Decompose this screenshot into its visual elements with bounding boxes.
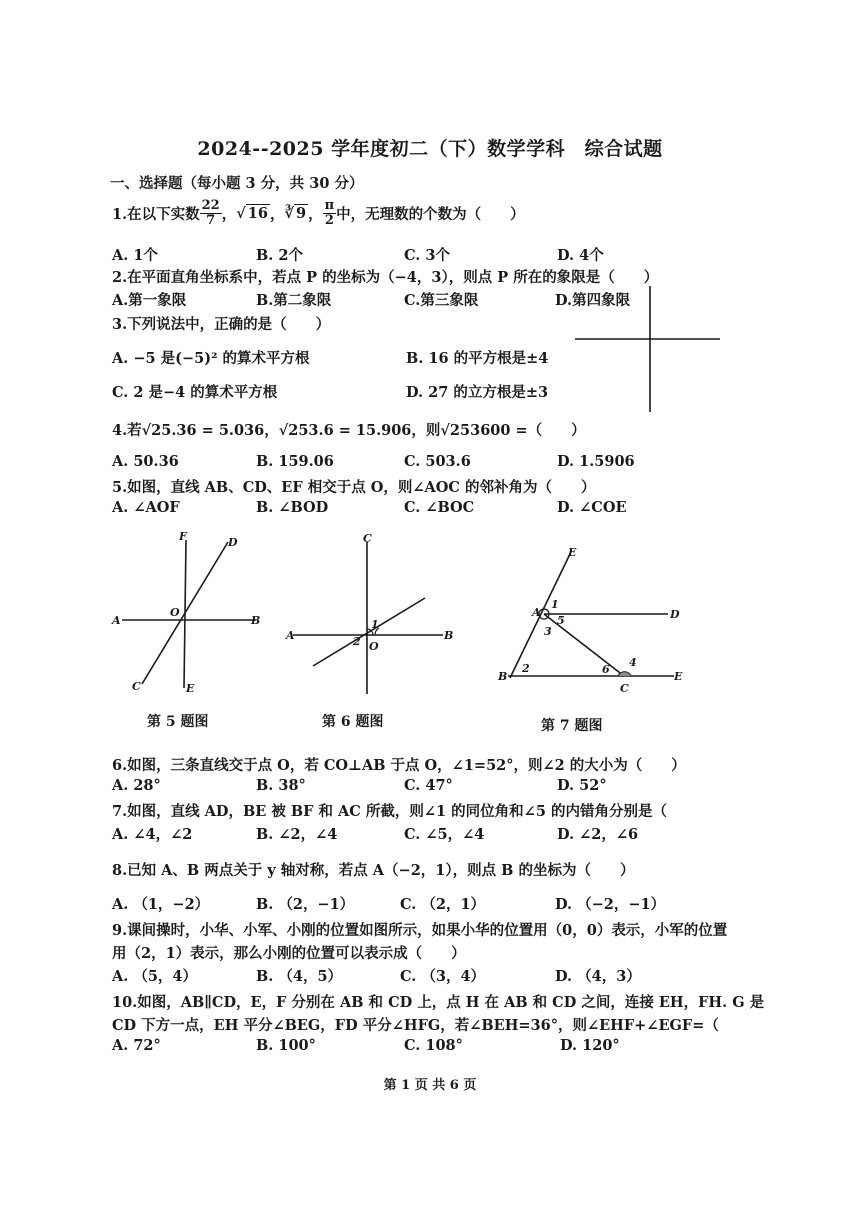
- q3-option-d: D. 27 的立方根是±3: [406, 384, 549, 401]
- cross-mark: [575, 284, 725, 414]
- sqrt-sign: √: [236, 204, 246, 222]
- q4-option-a: A. 50.36: [112, 453, 179, 470]
- q1-radicand: 9: [295, 205, 307, 223]
- q1-prefix: 1.在以下实数: [112, 205, 200, 223]
- q1-option-c: C. 3个: [404, 247, 450, 264]
- question-7: 7.如图，直线 AD，BE 被 BF 和 AC 所截，则∠1 的同位角和∠5 的内错角分别是（: [112, 803, 667, 820]
- figure-7: [490, 546, 690, 696]
- fig5-label-c: C: [132, 680, 141, 693]
- fig6-label-2: 2: [353, 635, 361, 648]
- question-6: 6.如图，三条直线交于点 O，若 CO⊥AB 于点 O，∠1=52°，则∠2 的大小为（ ）: [112, 757, 686, 774]
- page-number: 第 1 页 共 6 页: [383, 1078, 477, 1093]
- fig6-label-b: B: [444, 629, 454, 642]
- figure-7-caption: 第 7 题图: [541, 718, 603, 734]
- figure-6-caption: 第 6 题图: [322, 714, 384, 730]
- q2-option-a: A.第一象限: [112, 292, 187, 309]
- question-8: 8.已知 A、B 两点关于 y 轴对称，若点 A（−2，1），则点 B 的坐标为（ ）: [112, 862, 635, 879]
- oblique-line: [313, 598, 425, 666]
- q7-option-a: A. ∠4，∠2: [112, 826, 193, 843]
- fig7-label-e-right: E: [674, 670, 683, 683]
- question-9-line-1: 9.课间操时，小华、小军、小刚的位置如图所示，如果小华的位置用（0，0）表示，小军的位置: [112, 922, 728, 939]
- q5-option-c: C. ∠BOC: [404, 499, 475, 516]
- fig7-angle-5: 5: [557, 614, 565, 627]
- q8-option-b: B. （2，−1）: [256, 896, 355, 913]
- q9-option-d: D. （4，3）: [555, 968, 641, 985]
- fig5-label-o: O: [170, 606, 180, 619]
- q6-option-d: D. 52°: [557, 777, 607, 794]
- q3-option-b: B. 16 的平方根是±4: [406, 350, 549, 367]
- fig7-angle-3: 3: [544, 625, 552, 638]
- fig5-label-b: B: [251, 614, 261, 627]
- fig5-label-d: D: [228, 536, 238, 549]
- fig7-label-d: D: [670, 608, 680, 621]
- q6-option-a: A. 28°: [112, 777, 161, 794]
- fig7-label-e-top: E: [568, 546, 577, 559]
- fig7-label-c: C: [620, 682, 629, 695]
- q1-option-b: B. 2个: [256, 247, 303, 264]
- cbrt-sign: ∛: [284, 204, 294, 222]
- q4-option-d: D. 1.5906: [557, 453, 635, 470]
- q10-option-d: D. 120°: [560, 1037, 620, 1054]
- q2-option-d: D.第四象限: [555, 292, 631, 309]
- fig5-label-e: E: [186, 682, 195, 695]
- question-1: [112, 199, 525, 227]
- fig6-label-o: O: [369, 640, 379, 653]
- q9-option-b: B. （4，5）: [256, 968, 343, 985]
- q1-option-d: D. 4个: [557, 247, 604, 264]
- q7-option-c: C. ∠5，∠4: [404, 826, 485, 843]
- q1-pi-fraction: $\frac{\pi}{2}$: [324, 198, 335, 228]
- fig7-angle-2: 2: [522, 662, 530, 675]
- q4-option-b: B. 159.06: [256, 453, 334, 470]
- figure-5: [108, 528, 278, 698]
- q5-option-a: A. ∠AOF: [112, 499, 180, 516]
- fig7-angle-4: 4: [629, 656, 637, 669]
- fig7-label-a: A: [532, 606, 541, 619]
- figure-6: [283, 528, 463, 698]
- q9-option-c: C. （3，4）: [400, 968, 486, 985]
- q6-option-c: C. 47°: [404, 777, 453, 794]
- fig7-angle-1: 1: [551, 598, 559, 611]
- q2-option-b: B.第二象限: [256, 292, 332, 309]
- fig6-label-c: C: [363, 532, 372, 545]
- q3-option-c: C. 2 是−4 的算术平方根: [112, 384, 278, 401]
- question-5: 5.如图，直线 AB、CD、EF 相交于点 O，则∠AOC 的邻补角为（ ）: [112, 479, 596, 496]
- q10-option-a: A. 72°: [112, 1037, 161, 1054]
- fig7-label-b: B: [498, 670, 508, 683]
- q1-suffix: 中，无理数的个数为（ ）: [336, 205, 525, 223]
- q5-option-b: B. ∠BOD: [256, 499, 329, 516]
- q1-sep: ，: [269, 205, 285, 223]
- question-9-line-2: 用（2，1）表示，那么小刚的位置可以表示成（ ）: [112, 945, 466, 962]
- q10-option-c: C. 108°: [404, 1037, 463, 1054]
- fig5-label-f: F: [179, 530, 187, 543]
- q1-sep: ，: [221, 205, 237, 223]
- fig7-angle-6: 6: [602, 663, 610, 676]
- question-3: 3.下列说法中，正确的是（ ）: [112, 316, 331, 333]
- q6-option-b: B. 38°: [256, 777, 306, 794]
- q10-option-b: B. 100°: [256, 1037, 316, 1054]
- q5-option-d: D. ∠COE: [557, 499, 627, 516]
- q9-option-a: A. （5，4）: [112, 968, 198, 985]
- fig6-label-1: 1: [371, 618, 379, 631]
- q8-option-c: C. （2，1）: [400, 896, 486, 913]
- question-10-line-1: 10.如图，AB∥CD，E，F 分别在 AB 和 CD 上，点 H 在 AB 和 CD 之间，连接 EH，FH. G 是: [112, 994, 765, 1011]
- q3-option-a: A. −5 是(−5)² 的算术平方根: [112, 350, 310, 367]
- section-heading: 一、选择题（每小题 3 分，共 30 分）: [110, 175, 364, 192]
- line-ac: [544, 614, 624, 676]
- fig6-label-a: A: [286, 629, 295, 642]
- q7-option-b: B. ∠2，∠4: [256, 826, 338, 843]
- q1-radicand: 16: [247, 205, 268, 223]
- q1-fraction: $\frac{22}{7}$: [201, 198, 220, 228]
- q4-option-c: C. 503.6: [404, 453, 471, 470]
- q1-option-a: A. 1个: [112, 247, 158, 264]
- q8-option-d: D. （−2，−1）: [555, 896, 666, 913]
- q7-option-d: D. ∠2，∠6: [557, 826, 639, 843]
- question-10-line-2: CD 下方一点，EH 平分∠BEG，FD 平分∠HFG，若∠BEH=36°，则∠EHF+∠EGF=（: [112, 1017, 719, 1034]
- q1-sep: ，: [308, 205, 323, 223]
- question-4: 4.若√25.36 = 5.036，√253.6 = 15.906，则√253600 =（ ）: [112, 422, 586, 439]
- figure-5-caption: 第 5 题图: [147, 714, 209, 730]
- q8-option-a: A. （1，−2）: [112, 896, 210, 913]
- q2-option-c: C.第三象限: [404, 292, 479, 309]
- fig5-label-a: A: [112, 614, 121, 627]
- page-title: 2024--2025 学年度初二（下）数学学科 综合试题: [197, 138, 663, 160]
- question-2: 2.在平面直角坐标系中，若点 P 的坐标为（−4，3），则点 P 所在的象限是（ ）: [112, 269, 659, 286]
